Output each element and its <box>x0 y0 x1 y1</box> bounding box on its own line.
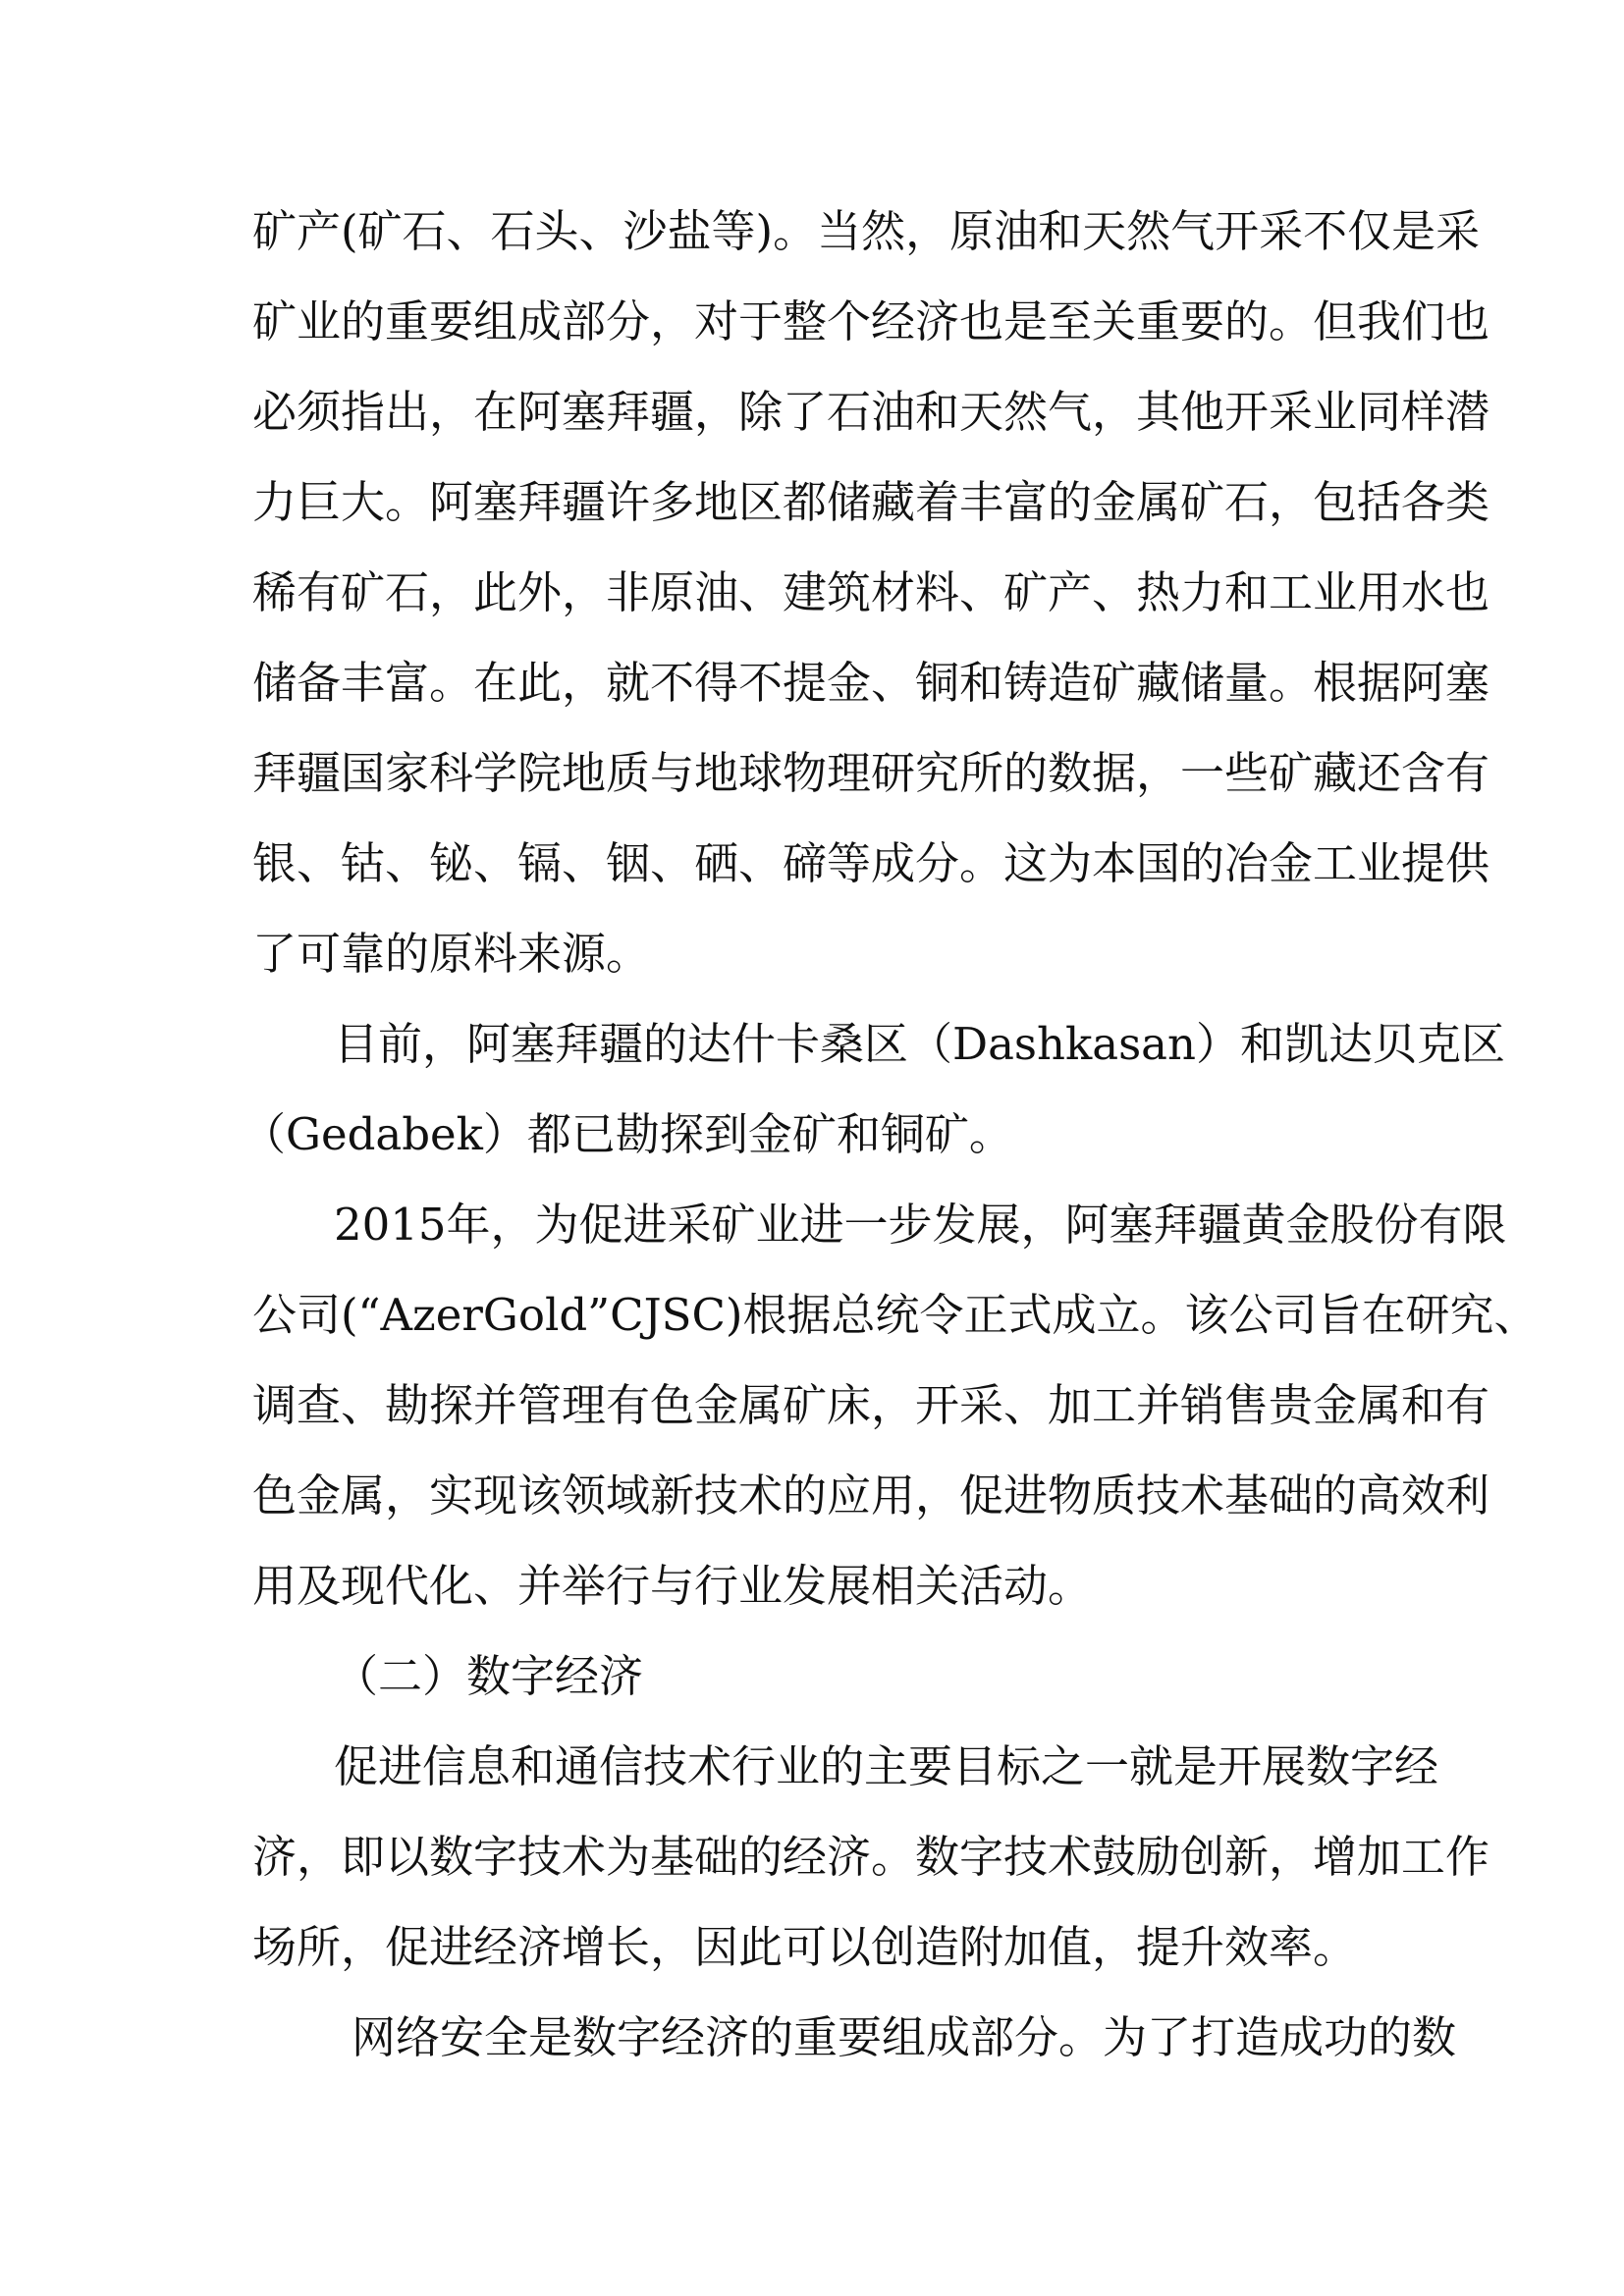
text-line: 矿产(矿石、石头、沙盐等)。当然，原油和天然气开采不仅是采 <box>252 205 1481 257</box>
text-line: 色金属，实现该领域新技术的应用，促进物质技术基础的高效利 <box>252 1469 1490 1522</box>
text-line: 公司(“AzerGold”CJSC)根据总统令正式成立。该公司旨在研究、 <box>252 1289 1539 1341</box>
text-line: 济，即以数字技术为基础的经济。数字技术鼓励创新，增加工作 <box>252 1831 1490 1883</box>
text-line: 网络安全是数字经济的重要组成部分。为了打造成功的数 <box>352 2011 1457 2063</box>
text-line: 稀有矿石，此外，非原油、建筑材料、矿产、热力和工业用水也 <box>252 566 1490 618</box>
text-line: 拜疆国家科学院地质与地球物理研究所的数据，一些矿藏还含有 <box>252 747 1490 799</box>
text-line: 调查、勘探并管理有色金属矿床，开采、加工并销售贵金属和有 <box>252 1379 1490 1431</box>
text-line: （Gedabek）都已勘探到金矿和铜矿。 <box>242 1108 1013 1160</box>
text-line: 促进信息和通信技术行业的主要目标之一就是开展数字经 <box>334 1740 1439 1792</box>
text-line: 场所，促进经济增长，因此可以创造附加值，提升效率。 <box>252 1921 1358 1973</box>
text-line: 矿业的重要组成部分，对于整个经济也是至关重要的。但我们也 <box>252 295 1490 347</box>
text-line: 目前，阿塞拜疆的达什卡桑区（Dashkasan）和凯达贝克区 <box>334 1018 1505 1070</box>
text-line: 储备丰富。在此，就不得不提金、铜和铸造矿藏储量。根据阿塞 <box>252 657 1490 709</box>
text-line: 必须指出，在阿塞拜疆，除了石油和天然气，其他开采业同样潜 <box>252 386 1490 438</box>
section-heading: （二）数字经济 <box>334 1650 644 1702</box>
text-line: 2015年，为促进采矿业进一步发展，阿塞拜疆黄金股份有限 <box>334 1199 1507 1251</box>
text-line: 了可靠的原料来源。 <box>252 928 651 980</box>
text-line: 力巨大。阿塞拜疆许多地区都储藏着丰富的金属矿石，包括各类 <box>252 476 1490 528</box>
text-line: 银、钴、铋、镉、铟、硒、碲等成分。这为本国的冶金工业提供 <box>252 837 1490 889</box>
text-line: 用及现代化、并举行与行业发展相关活动。 <box>252 1560 1093 1612</box>
